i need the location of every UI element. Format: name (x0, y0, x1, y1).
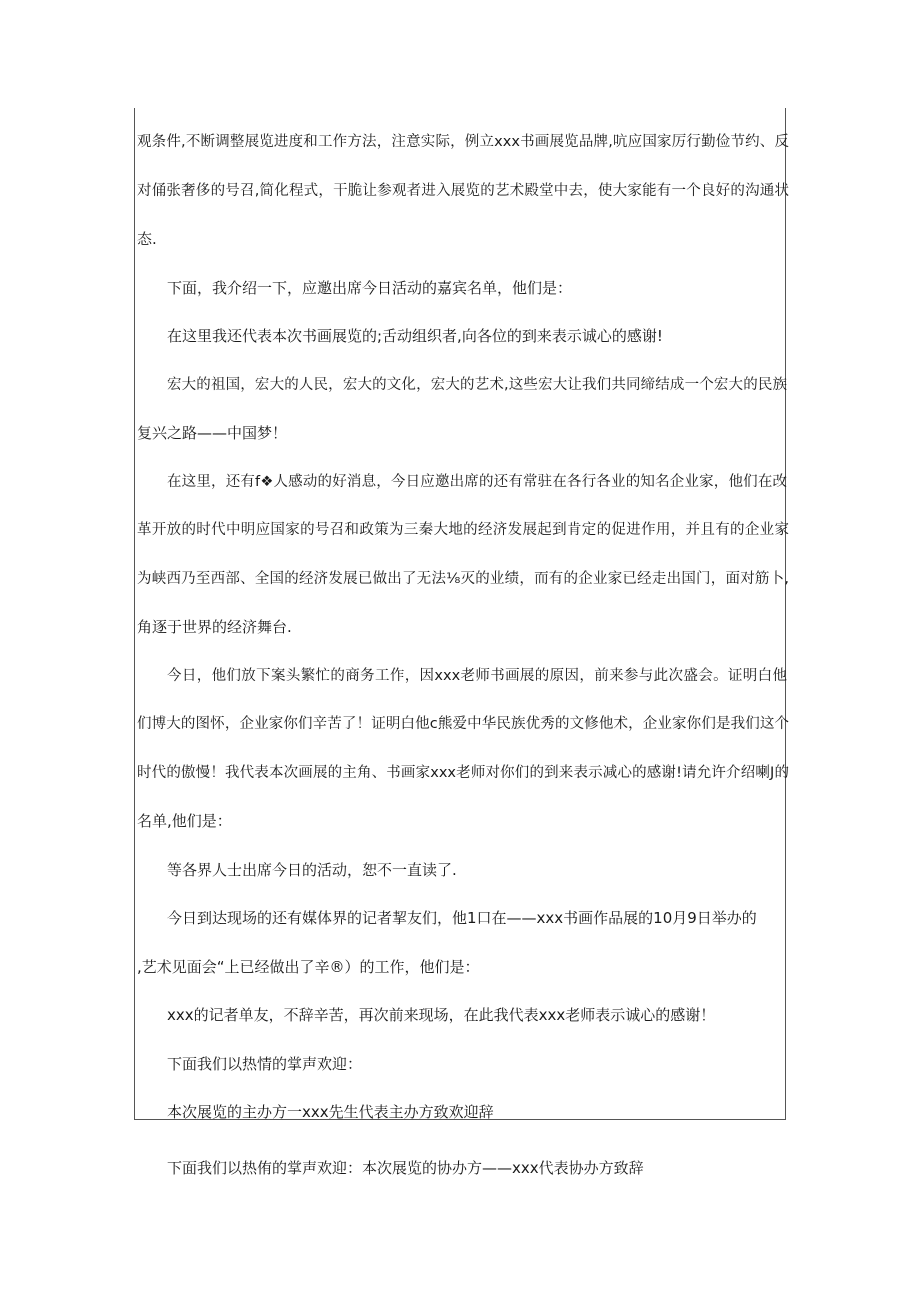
text-line: 观条件,不断调整展览进度和工作方法，注意实际，例立xxx书画展览品牌,吭应国家厉行勤俭节约、反 (137, 134, 789, 150)
text-line: 复兴之路——中国梦！ (137, 424, 288, 442)
text-line: 对俑张奢侈的号召,简化程式，干脆让参观者进入展览的艺术殿堂中去，使大家能有一个良好的沟通状 (137, 183, 789, 199)
text-line: 下面，我介绍一下，应邀出席今日活动的嘉宾名单，他们是： (167, 279, 573, 297)
text-line: 宏大的祖国，宏大的人民，宏大的文化，宏大的艺术,这些宏大让我们共同缔结成一个宏大的民族 (167, 377, 787, 393)
text-line: 在这里我还代表本次书画展览的;舌动组织者,向各位的到来表示诚心的感谢! (167, 327, 663, 345)
text-line: ,艺术见面会“上已经做出了辛®）的工作，他们是： (137, 958, 480, 976)
text-line: 等各界人士出席今日的活动，恕不一直读了. (167, 861, 457, 879)
text-line: 态. (137, 230, 157, 248)
text-line: 今日，他们放下案头繁忙的商务工作，因xxx老师书画展的原因，前来参与此次盛会。证明白他 (167, 668, 787, 684)
text-line: 本次展览的主办方一xxx先生代表主办方致欢迎辞 (167, 1103, 494, 1121)
text-line: 革开放的时代中明应国家的号召和政策为三秦大地的经济发展起到肯定的促进作用，并且有的企业家 (137, 522, 789, 538)
text-line: xxx的记者单友，不辞辛苦，再次前来现场，在此我代表xxx老师表示诚心的感谢！ (167, 1006, 716, 1024)
closing-text-line: 下面我们以热侑的掌声欢迎：本次展览的协办方——xxx代表协办方致辞 (167, 1159, 644, 1177)
text-line: 下面我们以热情的掌声欢迎： (167, 1055, 363, 1073)
text-line: 今日到达现场的还有媒体界的记者挈友们，他1口在——xxx书画作品展的10月9日举办的 (167, 909, 757, 927)
text-line: 在这里，还有f❖人感动的好消息，今日应邀出席的还有常驻在各行各业的知名企业家，他们在改 (167, 474, 787, 490)
text-line: 角逐于世界的经济舞台. (137, 618, 292, 636)
text-line: 为峡西乃至西部、全国的经济发展已做出了无法⅛灭的业绩，而有的企业家已经走出国门，面对筋卜, (137, 571, 789, 587)
text-line: 时代的傲慢！我代表本次画展的主角、书画家xxx老师对你们的到来表示减心的感谢!请允许介绍喇J的 (137, 765, 789, 781)
text-line: 们博大的图怀，企业家你们辛苦了！证明白他c熊爱中华民族优秀的文修他术，企业家你们是我们这个 (137, 716, 789, 732)
text-line: 名单,他们是： (137, 812, 232, 830)
